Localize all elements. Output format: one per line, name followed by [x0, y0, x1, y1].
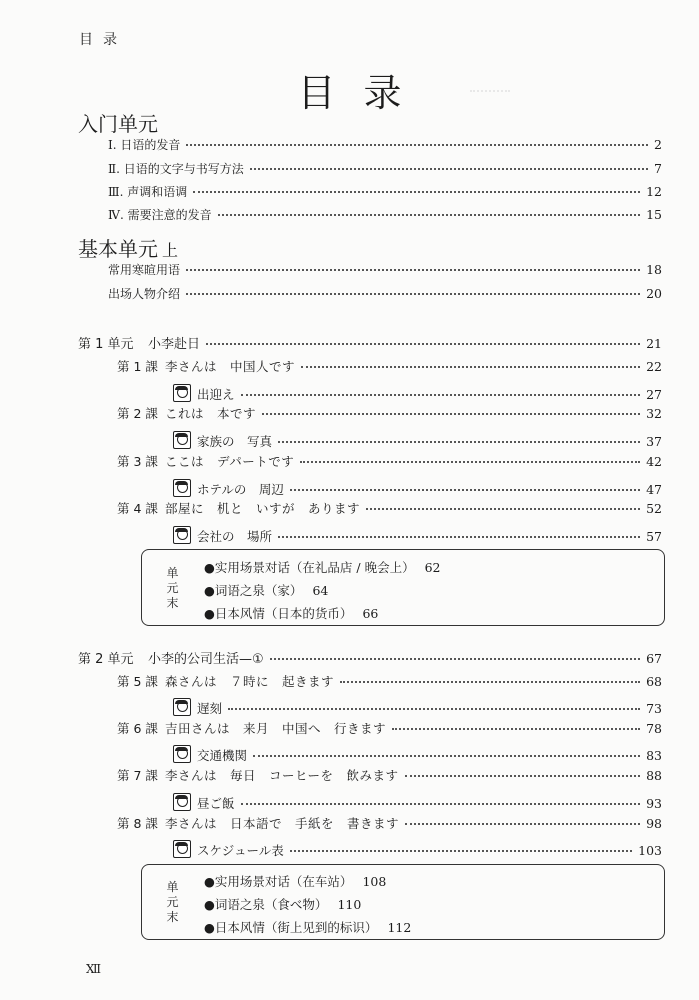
dot-leader [301, 366, 640, 368]
lesson-title: 李さんは 毎日 コーヒーを 飲みます [165, 768, 399, 783]
dialogue-entry[interactable] [173, 428, 662, 448]
toc-entry-page: 2 [654, 137, 662, 152]
unit-entry[interactable] [78, 648, 662, 668]
toc-entry-page: 12 [646, 184, 662, 199]
dot-leader [270, 658, 640, 660]
unit-end-item-page: 108 [362, 874, 387, 889]
unit-end-item-page: 112 [387, 920, 412, 935]
lesson-title: 部屋に 机と いすが あります [165, 501, 361, 516]
lesson-title: これは 本です [165, 406, 257, 421]
dialogue-page: 83 [646, 748, 662, 763]
toc-entry-label: Ⅲ. 声调和语调 [108, 185, 188, 199]
lesson-title: ここは デパートです [165, 454, 295, 469]
toc-entry-label: Ⅱ. 日语的文字与书写方法 [108, 162, 244, 176]
lesson-page: 32 [646, 406, 662, 421]
unit-page: 21 [646, 336, 662, 351]
section-heading-basic-sub: 上 [162, 241, 179, 260]
dot-leader [186, 293, 640, 295]
dot-leader [186, 144, 648, 146]
dot-leader [241, 394, 641, 396]
dot-leader [193, 191, 640, 193]
unit-number: 第 2 单元 [78, 652, 134, 667]
unit-end-item[interactable] [204, 581, 328, 599]
toc-entry-page: 18 [646, 262, 662, 277]
unit-end-item-title: ●实用场景对话 [204, 560, 290, 575]
dot-leader [206, 343, 640, 345]
dot-leader [392, 728, 640, 730]
dialogue-title: 交通機関 [197, 748, 248, 763]
section-heading-intro: 入门单元 [78, 112, 158, 136]
dialogue-page: 47 [646, 482, 662, 497]
dialogue-page: 37 [646, 434, 662, 449]
lesson-title: 李さんは 中国人です [165, 359, 296, 374]
unit-end-label: 单 元 末 [166, 880, 179, 924]
lesson-page: 42 [646, 454, 662, 469]
dialogue-entry[interactable] [173, 381, 662, 401]
lesson-entry[interactable] [117, 404, 662, 424]
dot-leader [300, 461, 640, 463]
unit-number: 第 1 单元 [78, 337, 134, 352]
dialogue-entry[interactable] [173, 476, 662, 496]
lesson-entry[interactable] [117, 814, 662, 834]
unit-end-item-gloss: （日本的货币） [264, 606, 353, 621]
toc-entry[interactable] [108, 136, 662, 156]
dialogue-title: 昼ご飯 [197, 796, 235, 811]
toc-entry[interactable] [108, 206, 662, 226]
unit-end-item-gloss: （街上见到的标识） [264, 920, 378, 935]
lesson-entry[interactable] [117, 719, 662, 739]
lesson-page: 88 [646, 768, 662, 783]
lesson-number: 第 6 課 [117, 721, 158, 736]
unit-end-item-page: 66 [362, 606, 379, 621]
lesson-entry[interactable] [117, 452, 662, 472]
unit-end-item[interactable] [204, 558, 441, 576]
character-face-icon [173, 384, 191, 402]
page-number: Ⅻ [86, 962, 102, 976]
dot-leader [253, 755, 640, 757]
toc-entry[interactable] [108, 160, 662, 180]
unit-end-item-title: ●日本风情 [204, 920, 265, 935]
dialogue-entry[interactable] [173, 837, 662, 857]
dialogue-page: 57 [646, 529, 662, 544]
section-heading-basic [78, 233, 178, 262]
dialogue-entry[interactable] [173, 742, 662, 762]
unit-title: 小李的公司生活—① [148, 652, 264, 667]
toc-entry-label: 出场人物介绍 [108, 287, 181, 301]
toc-entry-label: Ⅳ. 需要注意的发音 [108, 208, 212, 222]
unit-end-item-title: ●实用场景对话 [204, 874, 290, 889]
dialogue-title: 会社の 場所 [197, 529, 273, 544]
dialogue-entry[interactable] [173, 695, 662, 715]
unit-end-item-title: ●词语之泉 [204, 583, 265, 598]
lesson-number: 第 7 課 [117, 768, 158, 783]
unit-end-item-page: 62 [424, 560, 441, 575]
lesson-entry[interactable] [117, 357, 662, 377]
lesson-entry[interactable] [117, 499, 662, 519]
toc-entry-label: Ⅰ. 日语的发音 [108, 138, 181, 152]
dialogue-entry[interactable] [173, 523, 662, 543]
unit-end-item-gloss: （家） [264, 583, 303, 598]
toc-entry[interactable] [108, 261, 662, 281]
lesson-title: 吉田さんは 来月 中国へ 行きます [165, 721, 387, 736]
dialogue-title: 出迎え [197, 387, 235, 402]
unit-end-item-page: 64 [312, 583, 329, 598]
toc-entry[interactable] [108, 285, 662, 305]
running-header: 目录 [79, 32, 127, 48]
dot-leader [262, 413, 640, 415]
lesson-title: 李さんは 日本語で 手紙を 書きます [165, 816, 400, 831]
dialogue-page: 27 [646, 387, 662, 402]
dot-leader [340, 681, 640, 683]
lesson-number: 第 8 課 [117, 816, 158, 831]
lesson-title: 森さんは ７時に 起きます [165, 674, 335, 689]
lesson-number: 第 1 課 [117, 359, 158, 374]
dialogue-title: 家族の 写真 [197, 434, 273, 449]
toc-entry-page: 20 [646, 286, 662, 301]
unit-end-item[interactable] [204, 604, 378, 622]
toc-entry[interactable] [108, 183, 662, 203]
dot-leader [366, 508, 640, 510]
toc-entry-page: 7 [654, 161, 662, 176]
character-face-icon [173, 526, 191, 544]
lesson-page: 22 [646, 359, 662, 374]
character-face-icon [173, 840, 191, 858]
lesson-number: 第 5 課 [117, 674, 158, 689]
lesson-page: 98 [646, 816, 662, 831]
dialogue-title: 遅刻 [197, 701, 223, 716]
unit-title: 小李赴日 [148, 337, 201, 352]
lesson-entry[interactable] [117, 766, 662, 786]
character-face-icon [173, 479, 191, 497]
unit-end-item-title: ●日本风情 [204, 606, 265, 621]
lesson-entry[interactable] [117, 672, 662, 692]
lesson-number: 第 2 課 [117, 406, 158, 421]
unit-end-item-gloss: （在礼品店 / 晚会上） [289, 560, 415, 575]
unit-entry[interactable] [78, 333, 662, 353]
dialogue-entry[interactable] [173, 790, 662, 810]
dot-leader [405, 775, 641, 777]
dot-leader [290, 850, 632, 852]
unit-page: 67 [646, 651, 662, 666]
lesson-number: 第 3 課 [117, 454, 158, 469]
unit-end-item-page: 110 [337, 897, 362, 912]
unit-end-item[interactable] [204, 895, 361, 913]
page-title: 目录 [297, 71, 430, 115]
dot-leader [186, 269, 640, 271]
unit-end-item-gloss: （食べ物） [264, 897, 328, 912]
lesson-number: 第 4 課 [117, 501, 158, 516]
lesson-page: 52 [646, 501, 662, 516]
unit-end-box [141, 864, 665, 940]
dot-leader [218, 214, 640, 216]
dot-leader [278, 536, 640, 538]
lesson-page: 68 [646, 674, 662, 689]
lesson-page: 78 [646, 721, 662, 736]
unit-end-item-title: ●词语之泉 [204, 897, 265, 912]
dialogue-title: スケジュール表 [197, 843, 284, 858]
unit-end-item[interactable] [204, 872, 386, 890]
character-face-icon [173, 431, 191, 449]
character-face-icon [173, 698, 191, 716]
character-face-icon [173, 793, 191, 811]
dot-leader [250, 168, 648, 170]
unit-end-item[interactable] [204, 918, 411, 936]
toc-entry-label: 常用寒暄用语 [108, 263, 181, 277]
dialogue-title: ホテルの 周辺 [197, 482, 284, 497]
unit-end-box [141, 549, 665, 626]
dialogue-page: 103 [638, 843, 662, 858]
toc-entry-page: 15 [646, 207, 662, 222]
dot-leader [405, 823, 640, 825]
dot-leader [228, 708, 640, 710]
dot-leader [278, 441, 640, 443]
dialogue-page: 73 [646, 701, 662, 716]
dot-leader [241, 803, 641, 805]
unit-end-label: 单 元 末 [166, 566, 179, 610]
unit-end-item-gloss: （在车站） [289, 874, 353, 889]
dot-leader [290, 489, 640, 491]
character-face-icon [173, 745, 191, 763]
dialogue-page: 93 [646, 796, 662, 811]
section-heading-basic-title: 基本单元 [78, 237, 158, 261]
